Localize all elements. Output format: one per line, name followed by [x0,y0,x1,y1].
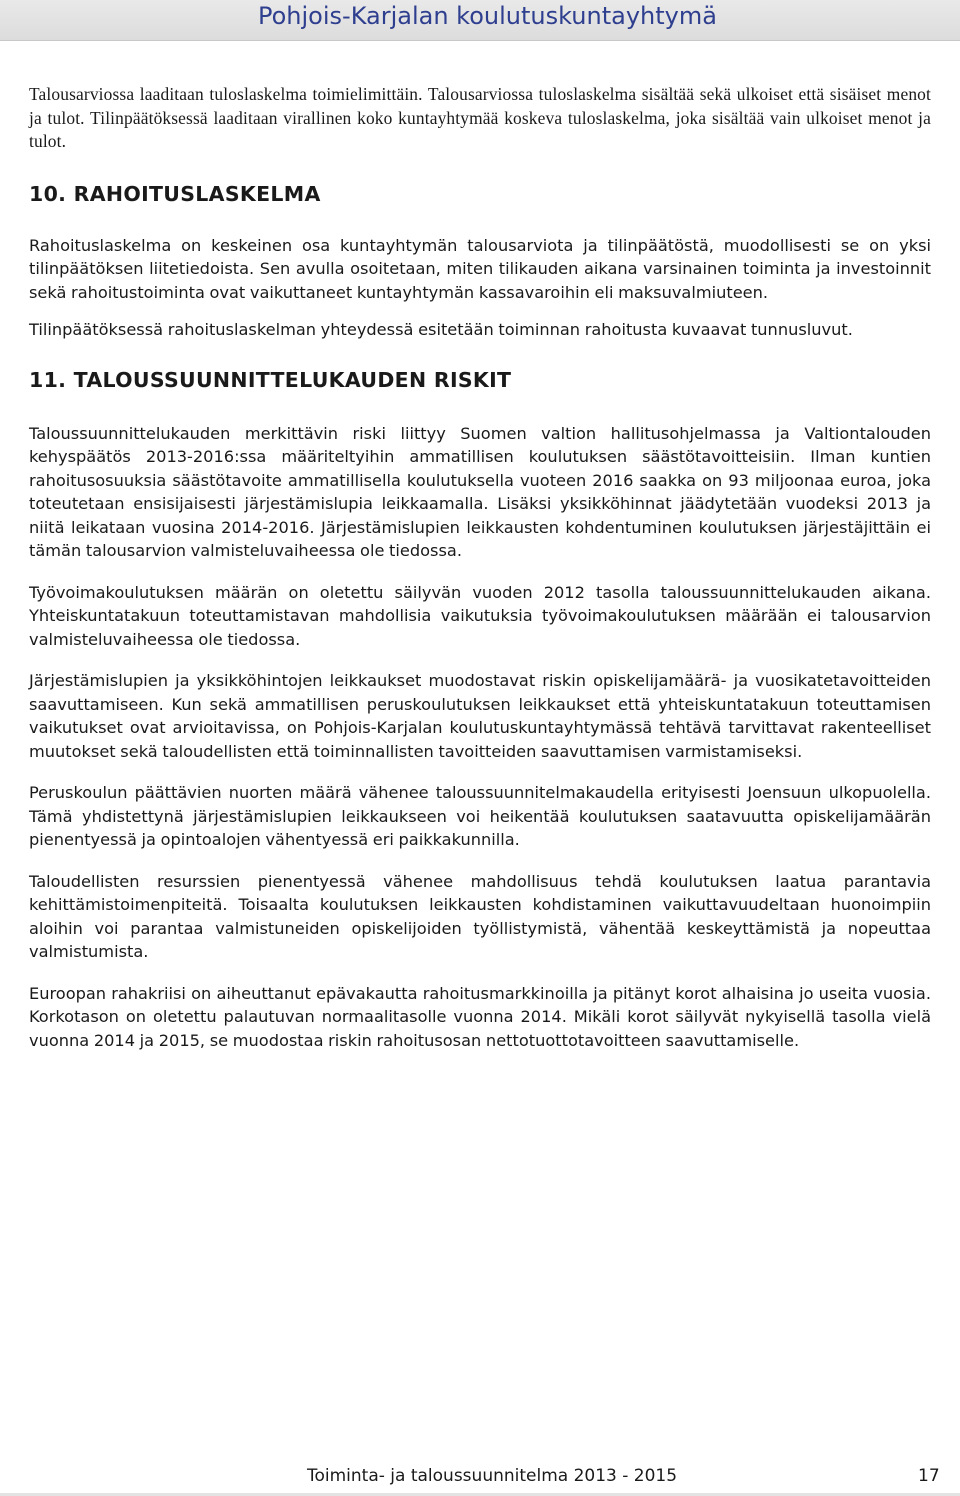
section-11-paragraph-5: Taloudellisten resurssien pienentyessä vähenee mahdollisuus tehdä koulutuksen laatua parantavia kehittämistoimenpiteitä. Toisaalta koulutuksen leikkausten kohdistaminen vaikuttavuudeltaan huonoimpiin aloihin voi parantaa valmistuneiden opiskelijoiden työllistymistä, vähentää keskeyttämistä ja nopeuttaa valmistumista. [29,871,931,961]
page-number: 17 [918,1466,940,1486]
section-11-paragraph-4: Peruskoulun päättävien nuorten määrä vähenee taloussuunnitelmakaudella erityisesti Joensuun ulkopuolella. Tämä yhdistettynä järjestämislupien leikkaukseen voi heikentää koulutuksen saatavuutta opiskelijamäärän pienentyessä ja opintoalojen vähentyessä eri paikkakunnilla. [29,783,931,849]
footer-document-title: Toiminta- ja taloussuunnitelma 2013 - 2015 [307,1466,678,1486]
page-content [29,83,931,1052]
header-title: Pohjois-Karjalan koulutuskuntayhtymä [258,2,717,30]
section-11-paragraph-1: Taloussuunnittelukauden merkittävin riski liittyy Suomen valtion hallitusohjelmassa ja Valtiontalouden kehyspäätös 2013-2016:ssa määriteltyihin ammatillisen koulutuksen säästötavoitteisiin. Ilman kuntien rahoitusosuuksia säästötavoite ammatillisella koulutuksella vuoteen 2016 saakka on 93 miljoonaa euroa, joka toteutetaan ensisijaisesti järjestämislupia leikkaamalla. Lisäksi yksikköhinnat jäädytetään vuodeksi 2013 ja niitä leikataan vuosina 2014-2016. Järjestämislupien leikkausten kohdentuminen koulutuksen järjestäjittäin ei tämän talousarvion valmisteluvaiheessa ole tiedossa. [29,423,931,560]
section-10-paragraph-1: Rahoituslaskelma on keskeinen osa kuntayhtymän talousarviota ja tilinpäätöstä, muodollisesti se on yksi tilinpäätöksen liitetiedoista. Sen avulla osoitetaan, miten tilikauden aikana varsinainen toiminta ja investoinnit sekä rahoitustoiminta ovat vaikuttaneet kuntayhtymän kassavaroihin eli maksuvalmiuteen. [29,235,931,302]
section-10-paragraph-2: Tilinpäätöksessä rahoituslaskelman yhteydessä esitetään toiminnan rahoitusta kuvaavat tunnusluvut. [29,320,853,339]
section-11-paragraph-2: Työvoimakoulutuksen määrän on oletettu säilyvän vuoden 2012 tasolla taloussuunnittelukauden aikana. Yhteiskuntatakuun toteuttamistavan mahdollisia vaikutuksia työvoimakoulutuksen määrään ei talousarvion valmisteluvaiheessa ole tiedossa. [29,582,931,649]
page-header-band [0,0,960,41]
section-11-paragraph-6: Euroopan rahakriisi on aiheuttanut epävakautta rahoitusmarkkinoilla ja pitänyt korot alhaisina jo useita vuosia. Korkotason on oletettu palautuvan normaalitasolle vuonna 2014. Mikäli korot säilyvät nykyisellä tasolla vielä vuonna 2014 ja 2015, se muodostaa riskin rahoitusosan nettotuottotavoitteen saavuttamiselle. [29,983,931,1050]
section-10-heading: 10. RAHOITUSLASKELMA [29,181,321,206]
intro-paragraph: Talousarviossa laaditaan tuloslaskelma toimielimittäin. Talousarviossa tuloslaskelma sisältää sekä ulkoiset että sisäiset menot ja tulot. Tilinpäätöksessä laaditaan virallinen koko kuntayhtymää koskeva tuloslaskelma, joka sisältää vain ulkoiset menot ja tulot. [29,84,931,151]
section-11-heading: 11. TALOUSSUUNNITTELUKAUDEN RISKIT [29,367,512,392]
section-11-paragraph-3: Järjestämislupien ja yksikköhintojen leikkaukset muodostavat riskin opiskelijamäärä- ja vuosikatetavoitteiden saavuttamiseen. Kun sekä ammatillisen peruskoulutuksen leikkaukset että yhteiskuntatakuun toteuttamisen vaikutukset ovat arvioitavissa, on Pohjois-Karjalan koulutuskuntayhtymässä tehtävä tarvittavat rakenteelliset muutokset sekä taloudellisten että toiminnallisten tavoitteiden saavuttamisen varmistamiseksi. [29,671,931,761]
